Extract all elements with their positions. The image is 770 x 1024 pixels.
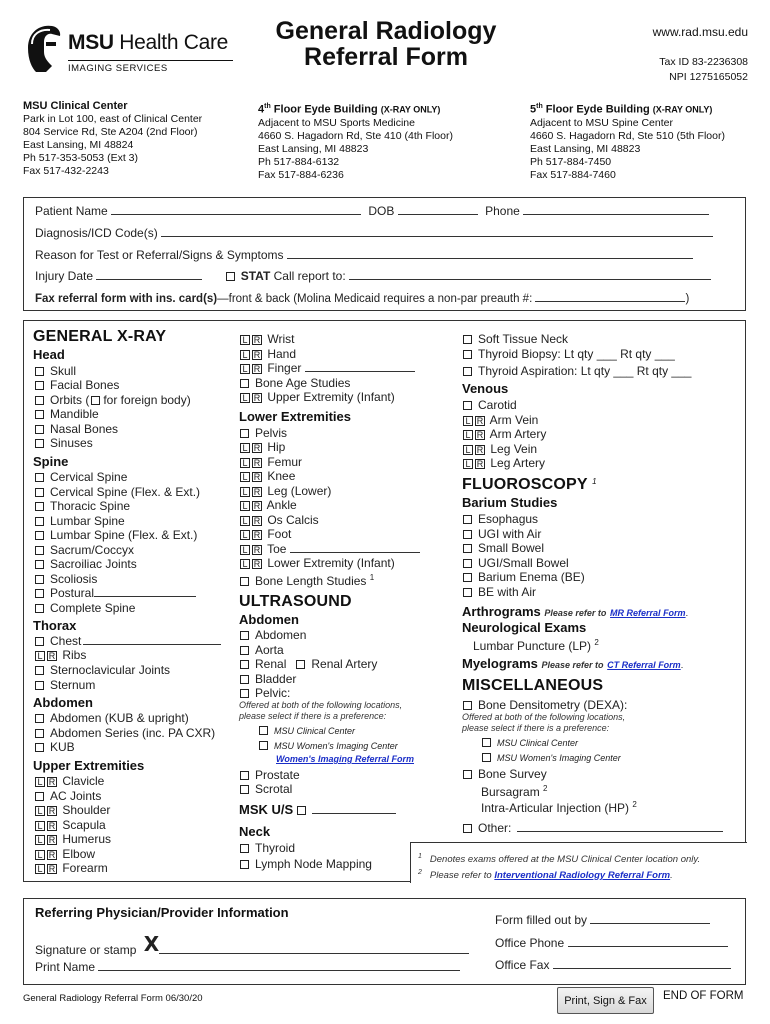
us-arm-artery[interactable]: L R Arm Artery (463, 427, 546, 441)
ultrasound-heading: ULTRASOUND (239, 593, 352, 610)
us-prostate[interactable]: Prostate (240, 768, 300, 782)
exam-shoulder[interactable]: L R Shoulder (35, 803, 110, 817)
exam-forearm[interactable]: L R Forearm (35, 861, 108, 875)
exam-thoracic-spine[interactable]: Thoracic Spine (35, 499, 130, 513)
signature-field[interactable] (159, 943, 469, 954)
logo-subtitle: IMAGING SERVICES (68, 60, 233, 74)
office-phone-row: Office Phone (495, 936, 728, 950)
misc-intra-articular: Intra-Articular Injection (HP) $^2$ (481, 800, 637, 815)
fl-small-bowel[interactable]: Small Bowel (463, 541, 544, 555)
office-fax-row: Office Fax (495, 958, 731, 972)
filled-by-field[interactable] (590, 913, 710, 924)
pelvic-opt-clinical-center[interactable]: MSU Clinical Center (259, 724, 355, 738)
exam-humerus[interactable]: L R Humerus (35, 832, 111, 846)
womens-imaging-link[interactable]: Women's Imaging Referral Form (276, 754, 415, 764)
exam-hand[interactable]: L R Hand (240, 347, 296, 361)
form-version: General Radiology Referral Form 06/30/20 (23, 993, 203, 1004)
exam-nasal-bones[interactable]: Nasal Bones (35, 422, 118, 436)
misc-bone-survey[interactable]: Bone Survey (463, 767, 547, 781)
exam-facial-bones[interactable]: Facial Bones (35, 378, 119, 392)
preauth-field[interactable] (535, 291, 685, 302)
us-carotid[interactable]: Carotid (463, 398, 517, 412)
exam-sacrum-coccyx[interactable]: Sacrum/Coccyx (35, 543, 134, 557)
pelvic-opt-womens-center[interactable]: MSU Women's Imaging Center (259, 739, 398, 753)
reason-row: Reason for Test or Referral/Signs & Symptoms (35, 248, 693, 262)
fl-be-air[interactable]: BE with Air (463, 585, 536, 599)
exam-knee[interactable]: L R Knee (240, 469, 295, 483)
exam-sacroiliac[interactable]: Sacroiliac Joints (35, 557, 137, 571)
print-name-row: Print Name (35, 960, 460, 974)
ct-referral-link[interactable]: CT Referral Form (607, 660, 681, 670)
general-xray-heading: GENERAL X-RAY (33, 328, 167, 345)
exam-foot[interactable]: L R Foot (240, 527, 291, 541)
location-4th-floor-eyde: 4th Floor Eyde Building (X-RAY ONLY) Adjacent to MSU Sports Medicine 4660 S. Hagadorn Rd, Ste 410 (4th Floor) East Lansing, MI 48823 Ph 517-884-6132 Fax 517-884-6236 (258, 103, 453, 181)
spine-heading: Spine (33, 454, 69, 469)
location-5th-floor-eyde: 5th Floor Eyde Building (X-RAY ONLY) Adjacent to MSU Spine Center 4660 S. Hagadorn Rd, Ste 510 (5th Floor) East Lansing, MI 48823 Ph 517-884-7450 Fax 517-884-7460 (530, 103, 725, 181)
exam-sinuses[interactable]: Sinuses (35, 436, 93, 450)
exam-abdomen-series[interactable]: Abdomen Series (inc. PA CXR) (35, 726, 215, 740)
us-leg-artery[interactable]: L R Leg Artery (463, 456, 545, 470)
fluoroscopy-heading: FLUOROSCOPY $^1$ (462, 476, 597, 493)
exam-clavicle[interactable]: L R Clavicle (35, 774, 104, 788)
upper-extremities-heading: Upper Extremities (33, 758, 145, 773)
print-name-field[interactable] (98, 960, 460, 971)
us-thyroid-aspiration[interactable]: Thyroid Aspiration: Lt qty ___ Rt qty ___ (463, 364, 691, 378)
msk-us[interactable]: MSK U/S (239, 802, 396, 817)
office-fax-field[interactable] (553, 958, 731, 969)
stat-checkbox[interactable] (226, 272, 235, 281)
spartan-helmet-logo-icon (22, 22, 62, 74)
fl-barium-enema[interactable]: Barium Enema (BE) (463, 570, 585, 584)
exam-scoliosis[interactable]: Scoliosis (35, 572, 97, 586)
exam-femur[interactable]: L R Femur (240, 455, 302, 469)
diagnosis-row: Diagnosis/ICD Code(s) (35, 226, 713, 240)
dexa-note: Offered at both of the following locations, please select if there is a preference: (462, 712, 626, 733)
exam-chest[interactable]: Chest (35, 634, 221, 648)
us-bladder[interactable]: Bladder (240, 672, 296, 686)
injury-date-field[interactable] (96, 269, 202, 280)
exam-postural[interactable]: Postural (35, 586, 196, 600)
us-leg-vein[interactable]: L R Leg Vein (463, 442, 537, 456)
us-pelvic[interactable]: Pelvic: (240, 686, 290, 700)
us-thyroid[interactable]: Thyroid (240, 841, 295, 855)
tax-npi-block: Tax ID 83-2236308 NPI 1275165052 (659, 56, 748, 83)
exam-upper-extremity-infant[interactable]: L R Upper Extremity (Infant) (240, 390, 395, 404)
office-phone-field[interactable] (568, 936, 728, 947)
exam-finger[interactable]: L R Finger (240, 361, 415, 375)
thorax-heading: Thorax (33, 618, 77, 633)
exam-mandible[interactable]: Mandible (35, 407, 99, 421)
misc-other[interactable]: Other: (463, 821, 723, 835)
exam-orbits[interactable]: Orbits ( for foreign body) (35, 393, 191, 407)
exam-complete-spine[interactable]: Complete Spine (35, 601, 135, 615)
exam-hip[interactable]: L R Hip (240, 440, 285, 454)
exam-kub[interactable]: KUB (35, 740, 75, 754)
pelvic-note: Offered at both of the following locations, please select if there is a preference: (239, 700, 403, 721)
filled-by-row: Form filled out by (495, 913, 710, 927)
us-arm-vein[interactable]: L R Arm Vein (463, 413, 538, 427)
lower-extremities-heading: Lower Extremities (239, 409, 351, 424)
physician-heading: Referring Physician/Provider Information (35, 905, 289, 920)
misc-dexa[interactable]: Bone Densitometry (DEXA): (463, 698, 627, 712)
patient-name-row: Patient Name DOB Phone (35, 204, 709, 218)
exam-scapula[interactable]: L R Scapula (35, 818, 106, 832)
phone-field[interactable] (523, 204, 709, 215)
exam-leg-lower[interactable]: L R Leg (Lower) (240, 484, 331, 498)
logo-wordmark: MSU Health Care (68, 31, 229, 54)
patient-name-field[interactable] (111, 204, 361, 215)
exam-lumbar-spine[interactable]: Lumbar Spine (35, 514, 125, 528)
neuro-heading: Neurological Exams (462, 620, 587, 635)
abdomen-heading: Abdomen (33, 695, 93, 710)
fl-esophagus[interactable]: Esophagus (463, 512, 538, 526)
us-scrotal[interactable]: Scrotal (240, 782, 292, 796)
exam-lower-extremity-infant[interactable]: L R Lower Extremity (Infant) (240, 556, 395, 570)
exam-sternum[interactable]: Sternum (35, 678, 95, 692)
fl-ugi-small-bowel[interactable]: UGI/Small Bowel (463, 556, 569, 570)
footnote-2: $^2$ Please refer to Interventional Radiology Referral Form. (418, 869, 673, 881)
us-thyroid-biopsy[interactable]: Thyroid Biopsy: Lt qty ___ Rt qty ___ (463, 347, 675, 361)
arthrograms-row: Arthrograms Please refer to MR Referral Form. (462, 604, 689, 619)
reason-field[interactable] (287, 248, 693, 259)
exam-bone-age[interactable]: Bone Age Studies (240, 376, 350, 390)
exam-ac-joints[interactable]: AC Joints (35, 789, 101, 803)
exam-cervical-spine-flex[interactable]: Cervical Spine (Flex. & Ext.) (35, 485, 200, 499)
signature-row: Signature or stamp X (35, 935, 469, 959)
dexa-opt-clinical-center[interactable]: MSU Clinical Center (482, 736, 578, 750)
miscellaneous-heading: MISCELLANEOUS (462, 677, 604, 694)
us-aorta[interactable]: Aorta (240, 643, 284, 657)
exam-os-calcis[interactable]: L R Os Calcis (240, 513, 319, 527)
print-sign-fax-button[interactable]: Print, Sign & Fax (557, 987, 654, 1014)
exam-ankle[interactable]: L R Ankle (240, 498, 297, 512)
signature-x-mark: X (143, 932, 160, 956)
exam-sternoclavicular[interactable]: Sternoclavicular Joints (35, 663, 170, 677)
end-of-form: END OF FORM (663, 990, 744, 1002)
fl-ugi-air[interactable]: UGI with Air (463, 527, 541, 541)
us-soft-tissue-neck[interactable]: Soft Tissue Neck (463, 332, 568, 346)
exam-skull[interactable]: Skull (35, 364, 76, 378)
exam-bone-length[interactable]: Bone Length Studies $^1$ (240, 571, 374, 588)
us-lymph-node[interactable]: Lymph Node Mapping (240, 857, 372, 871)
diagnosis-field[interactable] (161, 226, 713, 237)
dob-field[interactable] (398, 204, 478, 215)
exam-abdomen-kub[interactable]: Abdomen (KUB & upright) (35, 711, 189, 725)
exam-elbow[interactable]: L R Elbow (35, 847, 95, 861)
myelograms-row: Myelograms Please refer to CT Referral Form. (462, 656, 684, 671)
venous-heading: Venous (462, 381, 509, 396)
us-abdomen-heading: Abdomen (239, 612, 299, 627)
barium-heading: Barium Studies (462, 495, 558, 510)
exam-toe[interactable]: L R Toe (240, 542, 420, 556)
us-renal[interactable]: Renal Renal Artery (240, 657, 377, 671)
location-clinical-center: MSU Clinical Center Park in Lot 100, east of Clinical Center 804 Service Rd, Ste A204 (2nd Floor) East Lansing, MI 48824 Ph 517-353-5053 (Ext 3) Fax 517-432-2243 (23, 100, 203, 177)
exam-cervical-spine[interactable]: Cervical Spine (35, 470, 127, 484)
injury-stat-row: Injury Date STAT Call report to: (35, 269, 711, 283)
exam-pelvis[interactable]: Pelvis (240, 426, 287, 440)
misc-bursagram: Bursagram $^2$ (481, 784, 548, 799)
neck-heading: Neck (239, 824, 271, 839)
fax-instructions-row: Fax referral form with ins. card(s)—front & back (Molina Medicaid requires a non-par preauth #: ) (35, 293, 690, 305)
form-title: General Radiology Referral Form (275, 17, 497, 71)
us-abdomen[interactable]: Abdomen (240, 628, 306, 642)
dexa-opt-womens-center[interactable]: MSU Women's Imaging Center (482, 751, 621, 765)
head-heading: Head (33, 347, 65, 362)
ir-referral-link[interactable]: Interventional Radiology Referral Form (494, 870, 671, 881)
lumbar-puncture: Lumbar Puncture (LP) $^2$ (473, 638, 599, 653)
exam-wrist[interactable]: L R Wrist (240, 332, 294, 346)
stat-call-field[interactable] (349, 269, 711, 280)
exam-ribs[interactable]: L R Ribs (35, 648, 86, 662)
footnote-1: $^1$ Denotes exams offered at the MSU Clinical Center location only. (418, 853, 701, 865)
mr-referral-link[interactable]: MR Referral Form (610, 608, 686, 618)
website-url: www.rad.msu.edu (652, 25, 748, 39)
exam-lumbar-spine-flex[interactable]: Lumbar Spine (Flex. & Ext.) (35, 528, 197, 542)
